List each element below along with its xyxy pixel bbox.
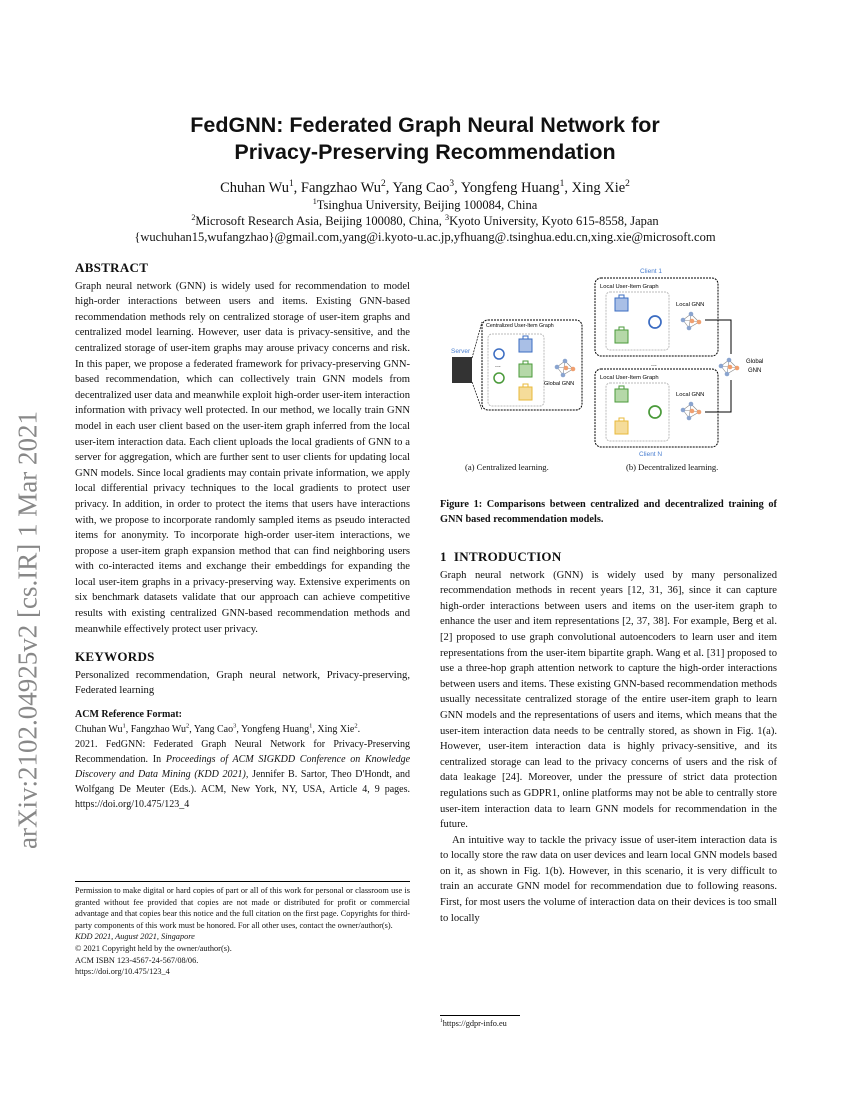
keywords-text: Personalized recommendation, Graph neural network, Privacy-preserving, Federated learning [75, 669, 410, 697]
svg-text:Centralized User-Item Graph: Centralized User-Item Graph [486, 323, 554, 329]
svg-text:Global GNN: Global GNN [544, 381, 575, 387]
figure-1 [440, 262, 780, 477]
affiliation-1: $^1$Tsinghua University, Beijing 100084, China [312, 196, 538, 212]
user-icon [494, 373, 504, 383]
svg-text:Local GNN: Local GNN [676, 302, 705, 308]
svg-text:GNN: GNN [748, 368, 762, 374]
author-block [0, 180, 850, 245]
abstract-heading: ABSTRACT [75, 260, 149, 275]
left-column [75, 260, 410, 812]
svg-text:Client N: Client N [639, 451, 663, 458]
svg-text:...: ... [651, 361, 657, 368]
acm-reference: ACM Reference Format: Chuhan Wu$^1$, Fangzhao Wu$^2$, Yang Cao$^3$, Yongfeng Huang$^1$, Xing Xie$^2$. 2021. FedGNN: Federated Graph Neural Network for Privacy-Preserving Recommendation. In Proceedings of ACM SIGKDD Conference on Knowledge Discovery and Data Mining (KDD 2021), Jennifer B. Sartor, Theo D'Hondt, and Wolfgang De Meuter (Eds.). ACM, New York, NY, USA, Article 4, 9 pages. https://doi.org/10.475/123_4 [75, 709, 411, 811]
svg-text:Local GNN: Local GNN [676, 392, 705, 398]
intro-paragraph-2: An intuitive way to tackle the privacy issue of user-item interaction data is to locally store the raw data on user devices and learn local GNN models based on it, as shown in Fig. 1(b). However, in this scenario, it is very difficult to train an accurate GNN model for recommendation due to following reasons. First, for most users the volume of interaction data on their devices is too small to locally [440, 834, 777, 924]
right-column [440, 497, 777, 926]
author-list: Chuhan Wu$^1$, Fangzhao Wu$^2$, Yang Cao$^3$, Yongfeng Huang$^1$, Xing Xie$^2$ [220, 179, 630, 196]
arxiv-sidebar-stamp: arXiv:2102.04925v2 [cs.IR] 1 Mar 2021 [12, 411, 43, 849]
svg-text:Local User-Item Graph: Local User-Item Graph [600, 375, 659, 381]
svg-text:Local User-Item Graph: Local User-Item Graph [600, 284, 659, 290]
abstract-text: Graph neural network (GNN) is widely used for recommendation to model high-order interactions between users and items. Existing GNN-based recommendation methods rely on centralized storage of user-item graphs and centralized model learning. However, user data is privacy-sensitive, and the centralized storage of user-item graphs may arouse privacy concerns and risk. In this paper, we propose a federated framework for privacy-preserving GNN-based recommendation, which can collectively train GNN models from decentralized user data and meanwhile exploit high-order user-item interaction information with privacy well protected. In our method, we locally train GNN model in each user client based on the user-item graph inferred from the local user-item interaction data. Each client uploads the local gradients of GNN to a server for aggregation, which are further sent to user clients for updating local GNN models. Since local gradients may contain private information, we apply local differential privacy techniques to the local gradients to protect user privacy. In addition, in order to protect the items that users have interactions with, we propose to incorporate randomly sampled items as pseudo interacted items for anonymity. To incorporate high-order user-item interactions, we propose a user-item graph expansion method that can find neighboring users with co-interacted items and exchange their embeddings for expanding the local user-item graphs in a privacy-preserving way. Extensive experiments on six benchmark datasets validate that our approach can achieve competitive results with existing centralized GNN-based recommendation methods and meanwhile effectively protect user privacy. [75, 280, 410, 635]
acm-reference-authors: Chuhan Wu$^1$, Fangzhao Wu$^2$, Yang Cao$^3$, Yongfeng Huang$^1$, Xing Xie$^2$. [75, 722, 361, 736]
keywords-heading: KEYWORDS [75, 649, 155, 665]
user-icon [494, 349, 504, 359]
server-icon [452, 357, 472, 383]
figure-diagram [440, 262, 780, 462]
intro-heading: 1 INTRODUCTION [440, 549, 562, 564]
permission-footnote: Permission to make digital or hard copies of part or all of this work for personal or classroom use is granted without fee provided that copies are not made or distributed for profit or commercial advantage and that copies bear this notice and the full citation on the first page. Copyrights for third-party components of this work must be honored. For all other uses, contact the owner/author(s). KDD 2021, August 2021, Singapore © 2021 Copyright held by the owner/author(s). ACM ISBN 123-4567-24-567/08/06. https://doi.org/10.475/123_4 [75, 881, 410, 978]
svg-text:Global: Global [746, 359, 764, 365]
svg-text:...: ... [495, 362, 501, 369]
intro-paragraph-1: Graph neural network (GNN) is widely used by many personalized recommendation methods in recent years [12, 31, 36], since it can capture high-order interactions between users and items on the user-item graph to enhance the user and item representations [2, 37, 38]. For example, Berg et al. [2] proposed to use graph convolutional autoencoders to learn user and item representations from the user-item bipartite graph. Wang et al. [31] proposed to use a three-hop graph attention network to capture the high-order interactions between users and items. These existing GNN-based recommendation methods usually necessitate centralized storage of the entire user-item graph to learn GNN models and the representations of users and items, which means that the user-item interaction data needs to be centrally stored, as shown in Fig. 1(a). However, user-item interaction data is highly privacy-sensitive, and its centralized storage can lead to the privacy concerns of users and the risk of data leakage [24]. Moreover, under the pressure of strict data protection regulations such as GDPR1, online platforms may not be able to centrally store user-item interaction data to learn GNN models for recommendation in the future. [440, 569, 777, 831]
figure-caption: Figure 1: Comparisons between centralized and decentralized training of GNN based recommendation models. [440, 499, 777, 525]
gdpr-footnote: $^1$https://gdpr-info.eu [440, 1015, 520, 1028]
subcaption-a: (a) Centralized learning. [465, 462, 549, 472]
subcaption-b: (b) Decentralized learning. [626, 462, 719, 472]
server-label: Server [451, 348, 471, 355]
svg-text:Client 1: Client 1 [640, 268, 663, 275]
affiliation-2: $^2$Microsoft Research Asia, Beijing 100080, China, $^3$Kyoto University, Kyoto 615-8558, Japan [191, 212, 659, 228]
emails: {wuchuhan15,wufangzhao}@gmail.com,yang@i.kyoto-u.ac.jp,yfhuang@.tsinghua.edu.cn,xing.xie@microsoft.com [134, 230, 716, 244]
paper-title: FedGNN: Federated Graph Neural Network for Privacy-Preserving Recommendation [190, 113, 660, 164]
